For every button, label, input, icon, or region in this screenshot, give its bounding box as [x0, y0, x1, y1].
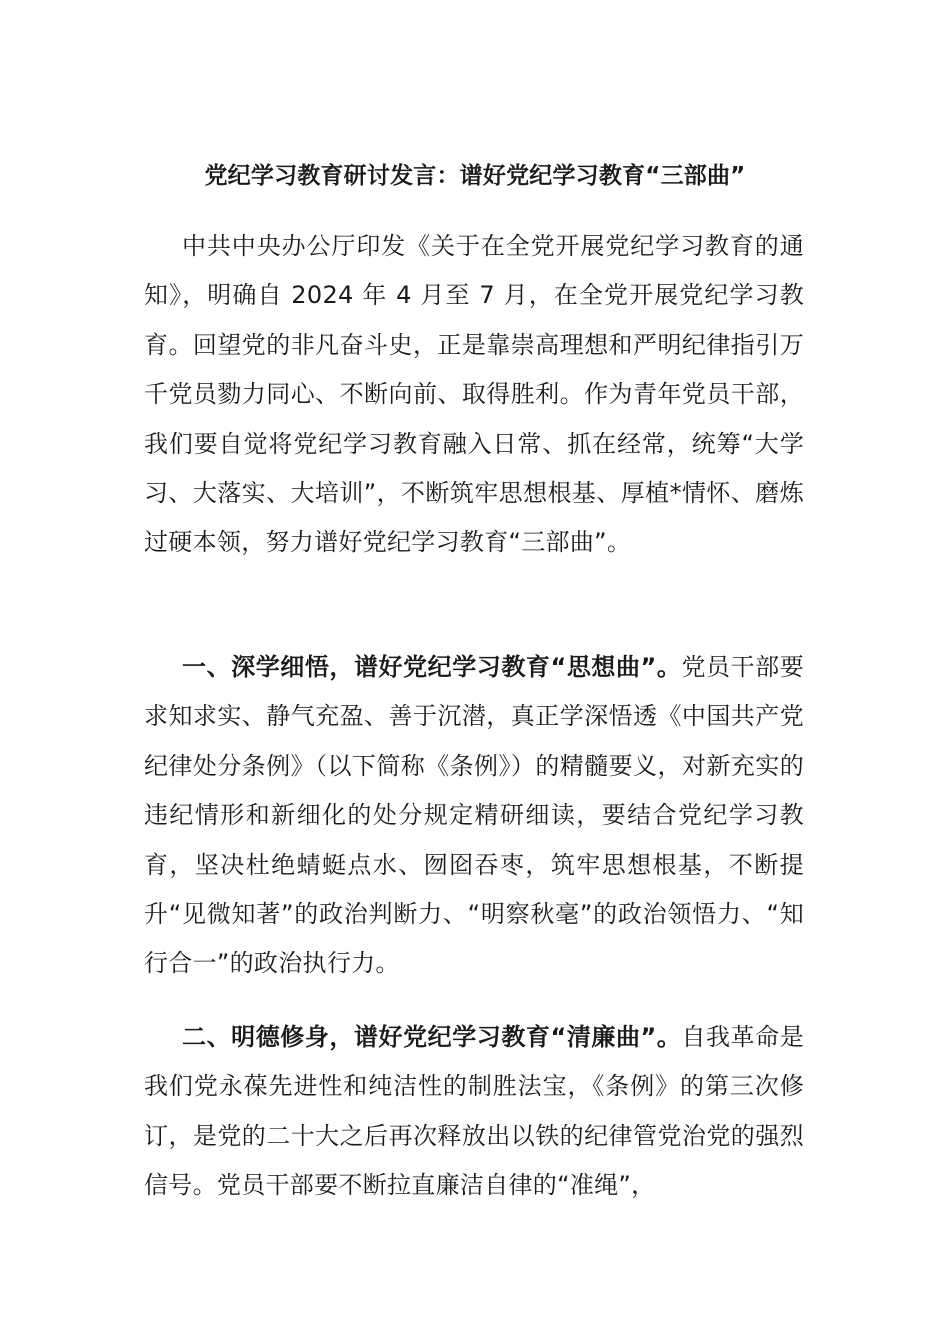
paragraph-section-1	[144, 643, 804, 989]
paragraph-lead: 一、深学细悟，谱好党纪学习教育“思想曲”。	[182, 653, 682, 681]
paragraph-lead: 二、明德修身，谱好党纪学习教育“清廉曲”。	[182, 1023, 682, 1051]
document-title: 党纪学习教育研讨发言：谱好党纪学习教育“三部曲”	[204, 163, 746, 189]
paragraph-text: 中共中央办公厅印发《关于在全党开展党纪学习教育的通知》，明确自 2024 年 4 月至 7 月，在全党开展党纪学习教育。回望党的非凡奋斗史，正是靠崇高理想和严明纪律指引万千党员勠力同心、不断向前、取得胜利。作为青年党员干部，我们要自觉将党纪学习教育融入日常、抓在经常，统筹“大学习、大落实、大培训”，不断筑牢思想根基、厚植*情怀、磨炼过硬本领，努力谱好党纪学习教育“三部曲”。	[144, 232, 804, 557]
paragraph-text: 党员干部要求知求实、静气充盈、善于沉潜，真正学深悟透《中国共产党纪律处分条例》（以下简称《条例》）的精髓要义，对新充实的违纪情形和新细化的处分规定精研细读，要结合党纪学习教育，坚决杜绝蜻蜓点水、囫囵吞枣，筑牢思想根基，不断提升“见微知著”的政治判断力、“明察秋毫”的政治领悟力、“知行合一”的政治执行力。	[144, 653, 804, 978]
paragraph-intro	[144, 222, 804, 568]
paragraph-section-2	[144, 1013, 804, 1211]
paragraph-text: 自我革命是我们党永葆先进性和纯洁性的制胜法宝，《条例》的第三次修订，是党的二十大之后再次释放出以铁的纪律管党治党的强烈信号。党员干部要不断拉直廉洁自律的“准绳”，	[144, 1023, 804, 1200]
